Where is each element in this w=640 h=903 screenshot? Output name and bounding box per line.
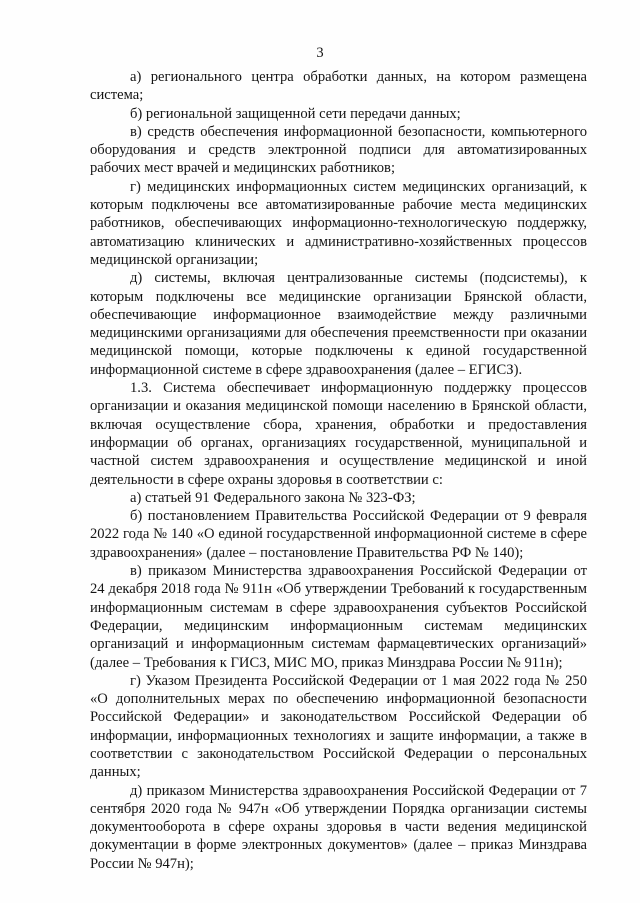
paragraph-a-regional-data-center: а) регионального центра обработки данных, на котором размещена система;	[90, 69, 587, 104]
paragraph-d-ministry-order-947n: д) приказом Министерства здравоохранения Российской Федерации от 7 сентября 2020 года № 947н «Об утверждении Порядка организации системы документооборота в сфере охраны здоровья в части ведения медицинской документации в форме электронных документов» (далее – приказ Минздрава России № 947н);	[90, 782, 587, 872]
page-number: 3	[316, 45, 324, 61]
paragraph-b-government-decree: б) постановлением Правительства Российской Федерации от 9 февраля 2022 года № 140 «О единой государственной информационной системе в сфере здравоохранения» (далее – постановление Правительства РФ № 140);	[90, 508, 587, 561]
paragraph-v-security-tools: в) средств обеспечения информационной безопасности, компьютерного оборудования и средств электронной подписи для автоматизированных рабочих мест врачей и медицинских работников;	[90, 123, 587, 177]
paragraph-v-ministry-order-911n: в) приказом Министерства здравоохранения Российской Федерации от 24 декабря 2018 года № 911н «Об утверждении Требований к государственным информационным системам в сфере здравоохранения субъектов Российской Федерации, медицинским информационным системам медицинских организаций и информационным системам фармацевтических организаций» (далее – Требования к ГИСЗ, МИС МО, приказ Минздрава России № 911н);	[90, 563, 587, 671]
paragraph-b-secure-network: б) региональной защищенной сети передачи данных;	[130, 105, 461, 122]
document-body	[90, 68, 587, 873]
paragraph-1-3-system-support: 1.3. Система обеспечивает информационную поддержку процессов организации и оказания медицинской помощи населению в Брянской области, включая осуществление сбора, хранения, обработки и предоставления информации об органах, организациях государственной, муниципальной и частной систем здравоохранения и осуществление медицинской и иной деятельности в сфере охраны здоровья в соответствии с:	[90, 380, 587, 488]
paragraph-g-presidential-decree: г) Указом Президента Российской Федерации от 1 мая 2022 года № 250 «О дополнительных мерах по обеспечению информационной безопасности Российской Федерации» и законодательством Российской Федерации об информации, информационных технологиях и защите информации, а также в соответствии с законодательством Российской Федерации о персональных данных;	[90, 672, 587, 781]
paragraph-a-federal-law: а) статьей 91 Федерального закона № 323-ФЗ;	[130, 489, 416, 506]
paragraph-d-centralized-systems: д) системы, включая централизованные системы (подсистемы), к которым подключены все медицинские организации Брянской области, обеспечивающие информационное взаимодействие между различными медицинскими организациями для обеспечения преемственности при оказании медицинской помощи, которые подключены к единой государственной информационной системе в сфере здравоохранения (далее – ЕГИСЗ).	[90, 270, 587, 378]
paragraph-g-medical-info-systems: г) медицинских информационных систем медицинских организаций, к которым подключены все автоматизированные рабочие места медицинских работников, обеспечивающих информационно-технологическую поддержку, автоматизацию клинических и административно-хозяйственных процессов медицинской организации;	[90, 178, 587, 268]
